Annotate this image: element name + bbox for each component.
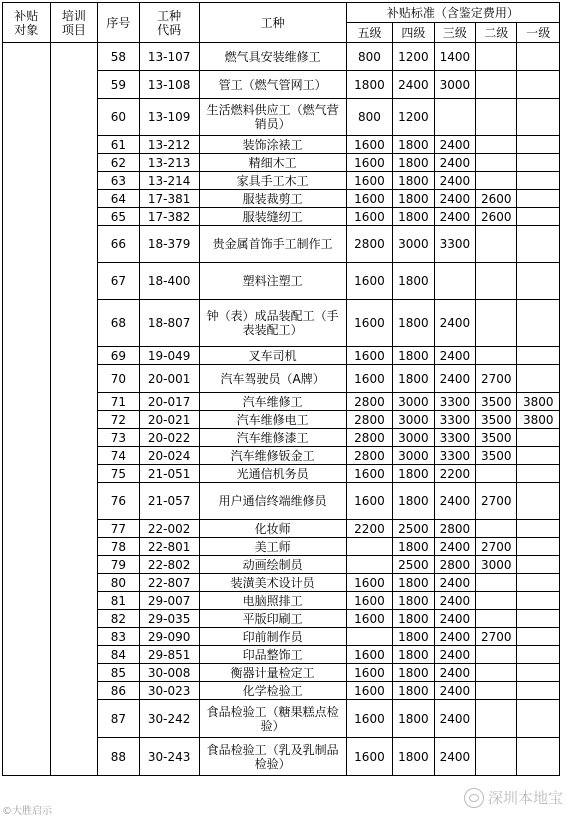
amount-level-5-cell (346, 538, 393, 556)
amount-level-1-cell (517, 646, 560, 664)
code-cell: 30-008 (139, 664, 199, 682)
amount-level-3-cell: 2400 (434, 300, 475, 347)
code-cell: 21-051 (139, 465, 199, 483)
amount-level-4-cell: 1200 (393, 43, 434, 71)
amount-level-2-cell (476, 263, 517, 300)
amount-level-2-cell: 2700 (476, 365, 517, 393)
code-cell: 29-035 (139, 610, 199, 628)
amount-level-2-cell (476, 136, 517, 154)
amount-level-3-cell: 2400 (434, 154, 475, 172)
amount-level-3-cell: 2800 (434, 520, 475, 538)
seq-cell: 65 (98, 208, 139, 226)
code-cell: 30-242 (139, 700, 199, 738)
amount-level-1-cell (517, 520, 560, 538)
amount-level-3-cell: 2400 (434, 610, 475, 628)
amount-level-4-cell: 3000 (393, 226, 434, 263)
code-cell: 17-381 (139, 190, 199, 208)
job-name-cell: 生活燃料供应工（燃气营销员） (199, 99, 346, 136)
amount-level-4-cell: 1800 (393, 190, 434, 208)
seq-cell: 72 (98, 411, 139, 429)
code-cell: 13-107 (139, 43, 199, 71)
seq-cell: 76 (98, 483, 139, 520)
code-cell: 22-807 (139, 574, 199, 592)
job-name-cell: 化妆师 (199, 520, 346, 538)
amount-level-5-cell: 1600 (346, 347, 393, 365)
amount-level-5-cell: 2800 (346, 393, 393, 411)
code-cell: 20-017 (139, 393, 199, 411)
amount-level-1-cell (517, 154, 560, 172)
job-name-cell: 用户通信终端维修员 (199, 483, 346, 520)
amount-level-3-cell: 2400 (434, 592, 475, 610)
watermark-right (464, 787, 563, 808)
job-name-cell: 动画绘制员 (199, 556, 346, 574)
amount-level-2-cell: 2600 (476, 190, 517, 208)
code-cell: 20-021 (139, 411, 199, 429)
amount-level-1-cell (517, 465, 560, 483)
amount-level-4-cell: 1800 (393, 154, 434, 172)
amount-level-2-cell (476, 610, 517, 628)
amount-level-5-cell: 2800 (346, 447, 393, 465)
code-cell: 30-243 (139, 738, 199, 776)
seq-cell: 80 (98, 574, 139, 592)
amount-level-4-cell: 1800 (393, 538, 434, 556)
amount-level-3-cell: 2400 (434, 172, 475, 190)
amount-level-5-cell: 1600 (346, 738, 393, 776)
seq-cell: 59 (98, 71, 139, 99)
amount-level-2-cell: 3500 (476, 411, 517, 429)
amount-level-5-cell: 1600 (346, 208, 393, 226)
watermark-right-text: 深圳本地宝 (487, 789, 563, 807)
header-code: 工种代码 (139, 3, 199, 43)
amount-level-1-cell (517, 226, 560, 263)
amount-level-5-cell: 1600 (346, 574, 393, 592)
amount-level-1-cell (517, 628, 560, 646)
job-name-cell: 电脑照排工 (199, 592, 346, 610)
header-seq: 序号 (98, 3, 139, 43)
amount-level-5-cell: 1600 (346, 136, 393, 154)
amount-level-3-cell (434, 263, 475, 300)
job-name-cell: 化学检验工 (199, 682, 346, 700)
amount-level-2-cell (476, 71, 517, 99)
amount-level-3-cell: 3300 (434, 447, 475, 465)
header-subsidy-target: 补贴对象 (3, 3, 51, 43)
amount-level-1-cell (517, 738, 560, 776)
code-cell: 21-057 (139, 483, 199, 520)
amount-level-1-cell (517, 700, 560, 738)
amount-level-2-cell (476, 300, 517, 347)
amount-level-4-cell: 1200 (393, 99, 434, 136)
amount-level-2-cell (476, 465, 517, 483)
job-name-cell: 汽车维修漆工 (199, 429, 346, 447)
amount-level-1-cell (517, 682, 560, 700)
seq-cell: 82 (98, 610, 139, 628)
training-project-cell (50, 43, 98, 776)
code-cell: 29-851 (139, 646, 199, 664)
seq-cell: 61 (98, 136, 139, 154)
amount-level-3-cell: 2400 (434, 208, 475, 226)
job-name-cell: 钟（表）成品装配工（手表装配工） (199, 300, 346, 347)
code-cell: 20-001 (139, 365, 199, 393)
amount-level-2-cell: 2600 (476, 208, 517, 226)
code-cell: 13-108 (139, 71, 199, 99)
amount-level-4-cell: 2400 (393, 71, 434, 99)
code-cell: 29-090 (139, 628, 199, 646)
amount-level-5-cell (346, 628, 393, 646)
amount-level-1-cell (517, 136, 560, 154)
amount-level-5-cell: 800 (346, 99, 393, 136)
amount-level-2-cell (476, 646, 517, 664)
amount-level-2-cell (476, 226, 517, 263)
subsidy-table (2, 2, 560, 776)
job-name-cell: 光通信机务员 (199, 465, 346, 483)
amount-level-3-cell: 2400 (434, 574, 475, 592)
seq-cell: 85 (98, 664, 139, 682)
amount-level-1-cell (517, 172, 560, 190)
amount-level-4-cell: 1800 (393, 738, 434, 776)
watermark-left: ©大胜启示 (2, 806, 52, 817)
header-level-5: 五级 (346, 23, 393, 43)
amount-level-5-cell: 1600 (346, 610, 393, 628)
job-name-cell: 汽车维修钣金工 (199, 447, 346, 465)
amount-level-5-cell (346, 556, 393, 574)
amount-level-5-cell: 1600 (346, 263, 393, 300)
amount-level-2-cell (476, 592, 517, 610)
amount-level-2-cell (476, 700, 517, 738)
amount-level-2-cell: 3500 (476, 429, 517, 447)
header-level-3: 三级 (434, 23, 475, 43)
code-cell: 13-212 (139, 136, 199, 154)
amount-level-1-cell (517, 664, 560, 682)
amount-level-1-cell (517, 71, 560, 99)
amount-level-1-cell (517, 208, 560, 226)
job-name-cell: 叉车司机 (199, 347, 346, 365)
subsidy-target-cell (3, 43, 51, 776)
job-name-cell: 美工师 (199, 538, 346, 556)
amount-level-3-cell: 3300 (434, 411, 475, 429)
amount-level-4-cell: 1800 (393, 465, 434, 483)
amount-level-2-cell: 3500 (476, 393, 517, 411)
job-name-cell: 家具手工木工 (199, 172, 346, 190)
seq-cell: 84 (98, 646, 139, 664)
amount-level-1-cell (517, 43, 560, 71)
job-name-cell: 塑料注塑工 (199, 263, 346, 300)
job-name-cell: 服装裁剪工 (199, 190, 346, 208)
amount-level-5-cell: 2800 (346, 429, 393, 447)
job-name-cell: 管工（燃气管网工） (199, 71, 346, 99)
amount-level-4-cell: 1800 (393, 365, 434, 393)
seq-cell: 64 (98, 190, 139, 208)
code-cell: 29-007 (139, 592, 199, 610)
amount-level-1-cell (517, 347, 560, 365)
amount-level-5-cell: 1600 (346, 592, 393, 610)
amount-level-1-cell (517, 610, 560, 628)
amount-level-4-cell: 2500 (393, 556, 434, 574)
amount-level-2-cell (476, 347, 517, 365)
amount-level-1-cell (517, 538, 560, 556)
job-name-cell: 印前制作员 (199, 628, 346, 646)
seq-cell: 75 (98, 465, 139, 483)
amount-level-5-cell: 1800 (346, 71, 393, 99)
header-job: 工种 (199, 3, 346, 43)
code-cell: 22-801 (139, 538, 199, 556)
amount-level-4-cell: 2500 (393, 520, 434, 538)
header-level-1: 一级 (517, 23, 560, 43)
seq-cell: 69 (98, 347, 139, 365)
amount-level-3-cell: 3000 (434, 71, 475, 99)
code-cell: 18-400 (139, 263, 199, 300)
job-name-cell: 精细木工 (199, 154, 346, 172)
amount-level-4-cell: 3000 (393, 447, 434, 465)
amount-level-3-cell: 2400 (434, 664, 475, 682)
amount-level-3-cell: 3300 (434, 226, 475, 263)
amount-level-2-cell: 2700 (476, 538, 517, 556)
code-cell: 13-109 (139, 99, 199, 136)
amount-level-1-cell: 3800 (517, 411, 560, 429)
amount-level-1-cell (517, 556, 560, 574)
amount-level-4-cell: 1800 (393, 300, 434, 347)
amount-level-3-cell: 2400 (434, 700, 475, 738)
job-name-cell: 服装缝纫工 (199, 208, 346, 226)
amount-level-5-cell: 1600 (346, 300, 393, 347)
amount-level-1-cell (517, 263, 560, 300)
job-name-cell: 平版印刷工 (199, 610, 346, 628)
amount-level-3-cell: 2400 (434, 646, 475, 664)
seq-cell: 88 (98, 738, 139, 776)
amount-level-1-cell (517, 365, 560, 393)
amount-level-1-cell: 3800 (517, 393, 560, 411)
amount-level-4-cell: 1800 (393, 208, 434, 226)
seq-cell: 74 (98, 447, 139, 465)
code-cell: 18-807 (139, 300, 199, 347)
amount-level-3-cell: 2400 (434, 483, 475, 520)
code-cell: 17-382 (139, 208, 199, 226)
amount-level-2-cell (476, 738, 517, 776)
amount-level-3-cell: 2400 (434, 538, 475, 556)
amount-level-5-cell: 1600 (346, 365, 393, 393)
amount-level-3-cell: 2400 (434, 190, 475, 208)
code-cell: 18-379 (139, 226, 199, 263)
amount-level-3-cell: 1400 (434, 43, 475, 71)
job-name-cell: 贵金属首饰手工制作工 (199, 226, 346, 263)
amount-level-5-cell: 1600 (346, 483, 393, 520)
code-cell: 13-213 (139, 154, 199, 172)
amount-level-4-cell: 1800 (393, 592, 434, 610)
job-name-cell: 汽车驾驶员（A牌） (199, 365, 346, 393)
code-cell: 19-049 (139, 347, 199, 365)
amount-level-2-cell (476, 154, 517, 172)
amount-level-5-cell: 1600 (346, 700, 393, 738)
seq-cell: 83 (98, 628, 139, 646)
amount-level-2-cell (476, 43, 517, 71)
amount-level-4-cell: 1800 (393, 483, 434, 520)
code-cell: 20-022 (139, 429, 199, 447)
amount-level-5-cell: 2800 (346, 226, 393, 263)
amount-level-1-cell (517, 592, 560, 610)
amount-level-5-cell: 1600 (346, 465, 393, 483)
seq-cell: 81 (98, 592, 139, 610)
amount-level-4-cell: 1800 (393, 646, 434, 664)
amount-level-4-cell: 3000 (393, 411, 434, 429)
amount-level-3-cell: 2400 (434, 365, 475, 393)
amount-level-2-cell: 2700 (476, 628, 517, 646)
amount-level-4-cell: 1800 (393, 136, 434, 154)
amount-level-2-cell (476, 99, 517, 136)
seq-cell: 62 (98, 154, 139, 172)
amount-level-5-cell: 2200 (346, 520, 393, 538)
amount-level-1-cell (517, 190, 560, 208)
amount-level-4-cell: 3000 (393, 429, 434, 447)
job-name-cell: 装潢美术设计员 (199, 574, 346, 592)
code-cell: 30-023 (139, 682, 199, 700)
amount-level-5-cell: 2800 (346, 411, 393, 429)
amount-level-4-cell: 1800 (393, 610, 434, 628)
amount-level-2-cell: 3000 (476, 556, 517, 574)
header-standard: 补贴标准（含鉴定费用） (346, 3, 559, 23)
amount-level-1-cell (517, 99, 560, 136)
header-level-4: 四级 (393, 23, 434, 43)
seq-cell: 86 (98, 682, 139, 700)
seq-cell: 87 (98, 700, 139, 738)
amount-level-3-cell: 2400 (434, 682, 475, 700)
seq-cell: 67 (98, 263, 139, 300)
amount-level-2-cell (476, 520, 517, 538)
table-row (3, 43, 560, 71)
amount-level-4-cell: 3000 (393, 393, 434, 411)
amount-level-4-cell: 1800 (393, 682, 434, 700)
seq-cell: 63 (98, 172, 139, 190)
seq-cell: 78 (98, 538, 139, 556)
amount-level-3-cell: 2400 (434, 738, 475, 776)
seq-cell: 58 (98, 43, 139, 71)
seq-cell: 70 (98, 365, 139, 393)
amount-level-1-cell (517, 300, 560, 347)
amount-level-3-cell: 2400 (434, 347, 475, 365)
amount-level-4-cell: 1800 (393, 664, 434, 682)
amount-level-3-cell: 2200 (434, 465, 475, 483)
amount-level-2-cell (476, 664, 517, 682)
amount-level-5-cell: 800 (346, 43, 393, 71)
amount-level-3-cell: 2800 (434, 556, 475, 574)
code-cell: 13-214 (139, 172, 199, 190)
seq-cell: 77 (98, 520, 139, 538)
seq-cell: 79 (98, 556, 139, 574)
amount-level-5-cell: 1600 (346, 682, 393, 700)
job-name-cell: 衡器计量检定工 (199, 664, 346, 682)
wechat-icon (464, 788, 484, 808)
code-cell: 22-002 (139, 520, 199, 538)
amount-level-4-cell: 1800 (393, 574, 434, 592)
code-cell: 22-802 (139, 556, 199, 574)
job-name-cell: 汽车维修电工 (199, 411, 346, 429)
amount-level-3-cell: 2400 (434, 628, 475, 646)
seq-cell: 73 (98, 429, 139, 447)
seq-cell: 66 (98, 226, 139, 263)
amount-level-1-cell (517, 574, 560, 592)
job-name-cell: 食品检验工（糖果糕点检验） (199, 700, 346, 738)
amount-level-5-cell: 1600 (346, 154, 393, 172)
amount-level-4-cell: 1800 (393, 263, 434, 300)
amount-level-3-cell (434, 99, 475, 136)
amount-level-2-cell (476, 574, 517, 592)
code-cell: 20-024 (139, 447, 199, 465)
amount-level-5-cell: 1600 (346, 646, 393, 664)
job-name-cell: 装饰涂裱工 (199, 136, 346, 154)
job-name-cell: 汽车维修工 (199, 393, 346, 411)
amount-level-4-cell: 1800 (393, 628, 434, 646)
amount-level-5-cell: 1600 (346, 172, 393, 190)
amount-level-4-cell: 1800 (393, 700, 434, 738)
header-level-2: 二级 (476, 23, 517, 43)
amount-level-2-cell: 2700 (476, 483, 517, 520)
amount-level-1-cell (517, 429, 560, 447)
amount-level-3-cell: 3300 (434, 393, 475, 411)
job-name-cell: 燃气具安装维修工 (199, 43, 346, 71)
amount-level-3-cell: 2400 (434, 136, 475, 154)
seq-cell: 71 (98, 393, 139, 411)
amount-level-4-cell: 1800 (393, 347, 434, 365)
amount-level-1-cell (517, 447, 560, 465)
amount-level-4-cell: 1800 (393, 172, 434, 190)
job-name-cell: 食品检验工（乳及乳制品检验） (199, 738, 346, 776)
seq-cell: 60 (98, 99, 139, 136)
amount-level-2-cell (476, 682, 517, 700)
header-training-project: 培训项目 (50, 3, 98, 43)
job-name-cell: 印品整饰工 (199, 646, 346, 664)
seq-cell: 68 (98, 300, 139, 347)
amount-level-1-cell (517, 483, 560, 520)
amount-level-3-cell: 3300 (434, 429, 475, 447)
amount-level-2-cell (476, 172, 517, 190)
amount-level-5-cell: 1600 (346, 190, 393, 208)
amount-level-2-cell: 3500 (476, 447, 517, 465)
amount-level-5-cell: 1600 (346, 664, 393, 682)
